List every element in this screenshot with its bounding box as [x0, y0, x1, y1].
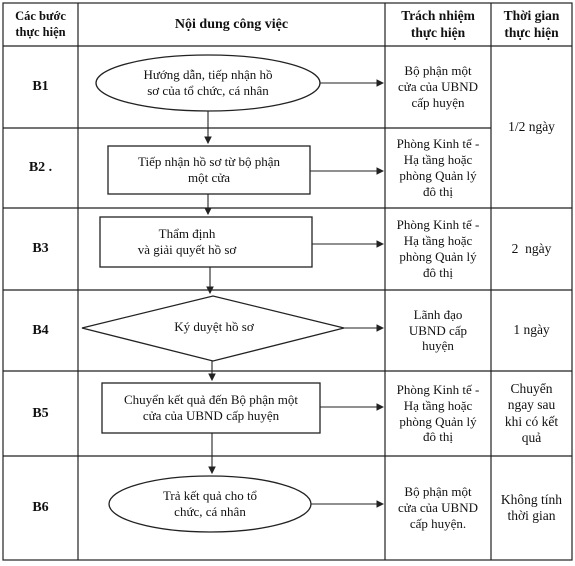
time-b6: Không tính thời gian: [500, 491, 563, 523]
responsible-b4: Lãnh đạo UBND cấp huyện: [408, 306, 468, 354]
header-responsibility: Trách nhiệm thực hiện: [401, 8, 475, 40]
header-steps: Các bước thực hiện: [15, 9, 66, 39]
task-b1: Hướng dẫn, tiếp nhận hồ sơ của tổ chức, cá nhân: [143, 66, 273, 98]
responsible-b5: Phòng Kinh tế - Hạ tầng hoặc phòng Quản lý đô thị: [396, 381, 480, 445]
header-content: Nội dung công việc: [174, 16, 289, 32]
header-time: Thời gian thực hiện: [503, 8, 560, 40]
step-label-b6: B6: [32, 500, 49, 516]
responsible-b3: Phòng Kinh tế - Hạ tầng hoặc phòng Quản lý đô thị: [396, 217, 480, 280]
responsible-b6: Bộ phận một cửa của UBND cấp huyện.: [398, 484, 478, 531]
step-label-b2: B2 .: [28, 160, 53, 176]
time-b5: Chuyển ngay sau khi có kết quả: [504, 380, 559, 445]
step-label-b1: B1: [32, 79, 49, 95]
task-b6: Trả kết quả cho tổ chức, cá nhân: [162, 487, 258, 519]
step-label-b3: B3: [32, 241, 49, 257]
task-b3: Thẩm định và giải quyết hồ sơ: [137, 225, 237, 257]
step-label-b5: B5: [32, 405, 49, 421]
time-b3: 2 ngày: [511, 240, 552, 256]
responsible-b1: Bộ phận một cửa của UBND cấp huyện: [398, 63, 478, 110]
time-b4: 1 ngày: [513, 322, 550, 338]
step-label-b4: B4: [32, 322, 49, 338]
task-b5: Chuyển kết quả đến Bộ phận một cửa của UBND cấp huyện: [123, 391, 299, 423]
responsible-b2: Phòng Kinh tế - Hạ tầng hoặc phòng Quản lý đô thị: [396, 136, 480, 199]
time-b1-b2: 1/2 ngày: [508, 118, 555, 134]
task-b4: Ký duyệt hồ sơ: [174, 318, 254, 334]
task-b2: Tiếp nhận hồ sơ từ bộ phận một cửa: [138, 153, 280, 185]
